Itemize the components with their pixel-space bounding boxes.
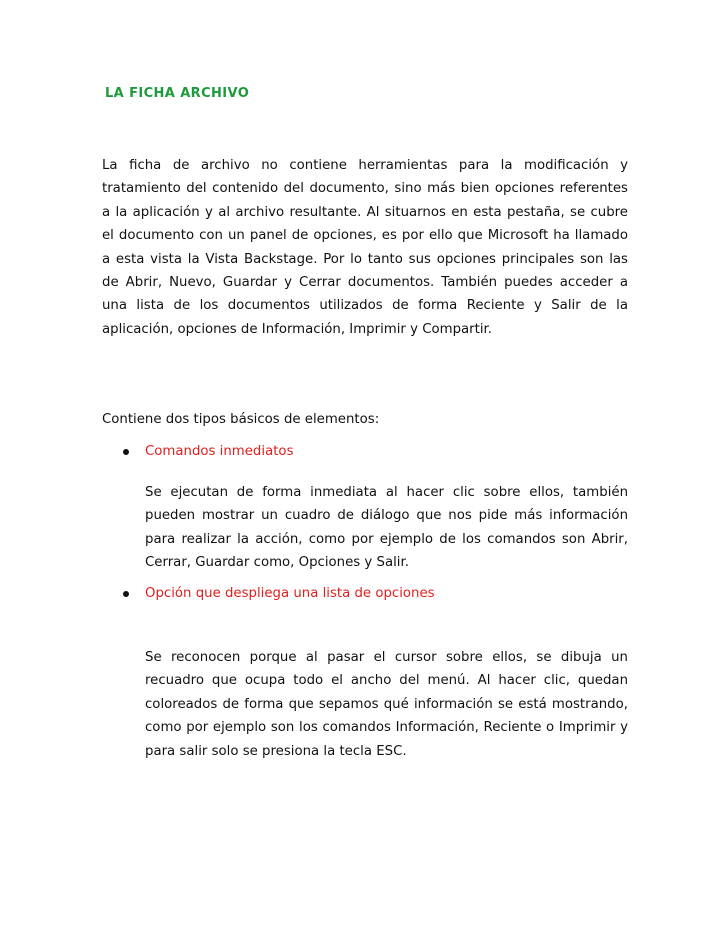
list-item-description: Se reconocen porque al pasar el cursor sobre ellos, se dibuja un recuadro que ocupa todo el ancho del menú. Al hacer clic, quedan coloreados de forma que sepamos qué información se está mostrando, como por ejemplo son los comandos Información, Reciente o Imprimir y para salir solo se presiona la tecla ESC. (145, 650, 628, 759)
list-item-label: Opción que despliega una lista de opciones (145, 586, 435, 601)
bullet-icon (123, 591, 129, 597)
list-item-label: Comandos inmediatos (145, 444, 294, 459)
bullet-icon (123, 449, 129, 455)
document-title: LA FICHA ARCHIVO (105, 86, 250, 101)
elements-intro-paragraph: Contiene dos tipos básicos de elementos: (102, 412, 380, 427)
list-item-description: Se ejecutan de forma inmediata al hacer clic sobre ellos, también pueden mostrar un cuadro de diálogo que nos pide más información para realizar la acción, como por ejemplo de los comandos son Abrir, Cerrar, Guardar como, Opciones y Salir. (145, 485, 628, 571)
intro-paragraph: La ficha de archivo no contiene herramientas para la modificación y tratamiento del contenido del documento, sino más bien opciones referentes a la aplicación y al archivo resultante. Al situarnos en esta pestaña, se cubre el documento con un panel de opciones, es por ello que Microsoft ha llamado a esta vista la Vista Backstage. Por lo tanto sus opciones principales son las de Abrir, Nuevo, Guardar y Cerrar documentos. También puedes acceder a una lista de los documentos utilizados de forma Reciente y Salir de la aplicación, opciones de Información, Imprimir y Compartir. (102, 158, 628, 337)
